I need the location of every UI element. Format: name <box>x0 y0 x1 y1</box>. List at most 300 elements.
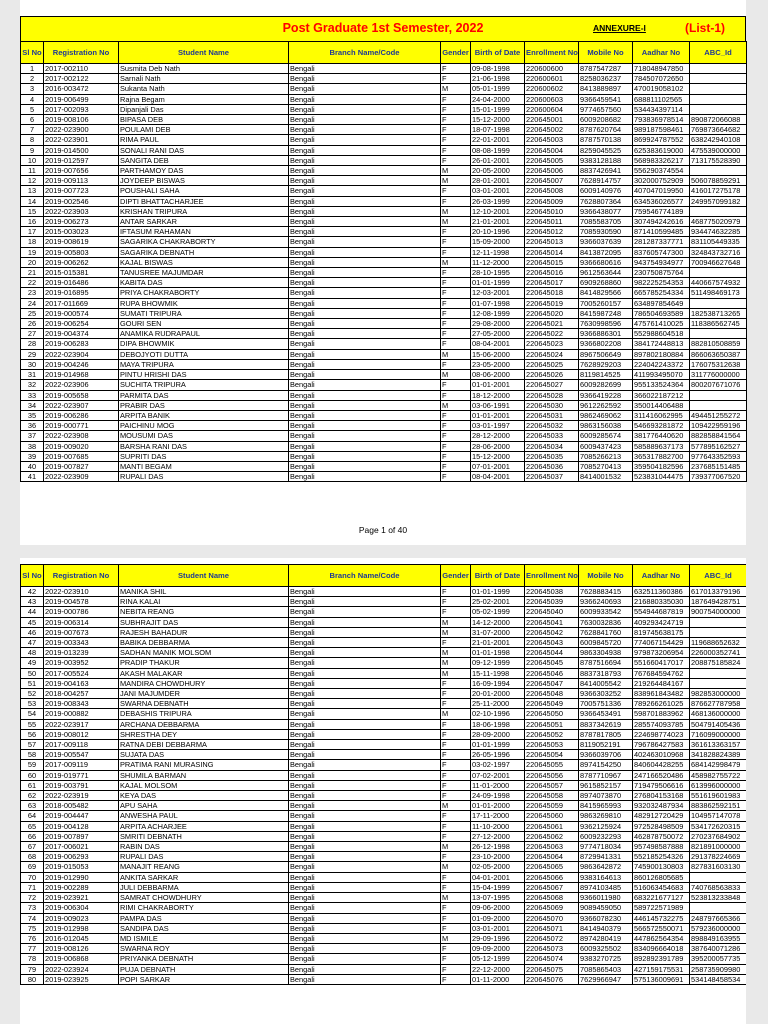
cell-branch-name: Bengali <box>289 431 441 441</box>
cell-gender: F <box>441 288 471 298</box>
cell-branch-name: Bengali <box>289 390 441 400</box>
cell-mobile-no: 6009208682 <box>579 115 633 125</box>
cell-branch-name: Bengali <box>289 135 441 145</box>
cell-sl-no: 46 <box>21 627 44 637</box>
cell-branch-name: Bengali <box>289 227 441 237</box>
cell-abc-id <box>690 390 747 400</box>
cell-birth-date: 29-09-1996 <box>471 933 525 943</box>
cell-enrollment-no: 220645025 <box>525 359 579 369</box>
cell-mobile-no: 7628914757 <box>579 176 633 186</box>
cell-branch-name: Bengali <box>289 186 441 196</box>
cell-aadhar-no: 568983326217 <box>633 155 690 165</box>
cell-gender: M <box>441 166 471 176</box>
cell-sl-no: 61 <box>21 780 44 790</box>
cell-gender: F <box>441 944 471 954</box>
cell-enrollment-no: 220645054 <box>525 750 579 760</box>
cell-birth-date: 02-05-2000 <box>471 862 525 872</box>
column-header-student-name: Student Name <box>119 565 289 587</box>
cell-sl-no: 9 <box>21 145 44 155</box>
cell-sl-no: 50 <box>21 668 44 678</box>
cell-sl-no: 40 <box>21 461 44 471</box>
cell-sl-no: 68 <box>21 852 44 862</box>
cell-gender: F <box>441 597 471 607</box>
table-row <box>21 678 747 688</box>
cell-aadhar-no: 634536026577 <box>633 196 690 206</box>
cell-abc-id: 237685151485 <box>690 461 747 471</box>
cell-aadhar-no: 943754934977 <box>633 257 690 267</box>
cell-abc-id: 475539000000 <box>690 145 747 155</box>
cell-aadhar-no: 523831044475 <box>633 472 690 482</box>
table-row <box>21 206 747 216</box>
cell-abc-id: 226000352741 <box>690 648 747 658</box>
cell-birth-date: 03-01-2001 <box>471 186 525 196</box>
cell-enrollment-no: 220645012 <box>525 227 579 237</box>
cell-enrollment-no: 220645063 <box>525 842 579 852</box>
cell-enrollment-no: 220645061 <box>525 821 579 831</box>
cell-aadhar-no: 546693281872 <box>633 421 690 431</box>
cell-registration-no: 2017-002110 <box>44 64 119 74</box>
cell-mobile-no: 8974073870 <box>579 791 633 801</box>
cell-mobile-no: 8414001532 <box>579 472 633 482</box>
cell-gender: M <box>441 648 471 658</box>
cell-sl-no: 25 <box>21 308 44 318</box>
cell-abc-id <box>690 627 747 637</box>
cell-birth-date: 01-01-2001 <box>471 410 525 420</box>
cell-mobile-no: 9366078230 <box>579 913 633 923</box>
cell-aadhar-no: 589722571989 <box>633 903 690 913</box>
cell-gender: F <box>441 913 471 923</box>
cell-student-name: PRIYA CHAKRABORTY <box>119 288 289 298</box>
cell-abc-id: 769873664682 <box>690 125 747 135</box>
cell-registration-no: 2019-008106 <box>44 115 119 125</box>
cell-branch-name: Bengali <box>289 872 441 882</box>
cell-registration-no: 2019-000771 <box>44 421 119 431</box>
cell-enrollment-no: 220645035 <box>525 451 579 461</box>
cell-sl-no: 62 <box>21 791 44 801</box>
cell-student-name: SUPRITI DAS <box>119 451 289 461</box>
cell-mobile-no: 6009437423 <box>579 441 633 451</box>
cell-mobile-no: 8967506649 <box>579 349 633 359</box>
cell-enrollment-no: 220645046 <box>525 668 579 678</box>
cell-student-name: PRABIR DAS <box>119 400 289 410</box>
cell-branch-name: Bengali <box>289 410 441 420</box>
cell-aadhar-no: 224698774023 <box>633 729 690 739</box>
cell-registration-no: 2022-023904 <box>44 349 119 359</box>
cell-aadhar-no: 566572550071 <box>633 923 690 933</box>
cell-student-name: MANTI BEGAM <box>119 461 289 471</box>
cell-sl-no: 43 <box>21 597 44 607</box>
cell-sl-no: 7 <box>21 125 44 135</box>
cell-student-name: PRADIP THAKUR <box>119 658 289 668</box>
table-row <box>21 913 747 923</box>
cell-enrollment-no: 220645022 <box>525 329 579 339</box>
cell-gender: M <box>441 176 471 186</box>
cell-registration-no: 2019-000882 <box>44 709 119 719</box>
cell-gender: F <box>441 719 471 729</box>
table-row <box>21 689 747 699</box>
column-header-branch-name: Branch Name/Code <box>289 565 441 587</box>
cell-branch-name: Bengali <box>289 740 441 750</box>
table-row <box>21 831 747 841</box>
cell-mobile-no: 6009325502 <box>579 944 633 954</box>
cell-registration-no: 2019-014968 <box>44 370 119 380</box>
page-2 <box>20 558 746 1024</box>
cell-enrollment-no: 220645018 <box>525 288 579 298</box>
cell-mobile-no: 9366011980 <box>579 893 633 903</box>
cell-student-name: BARSHA RANI DAS <box>119 441 289 451</box>
cell-registration-no: 2015-015381 <box>44 268 119 278</box>
cell-birth-date: 01-01-1999 <box>471 278 525 288</box>
cell-sl-no: 27 <box>21 329 44 339</box>
table-row <box>21 421 747 431</box>
cell-birth-date: 24-09-1998 <box>471 791 525 801</box>
cell-birth-date: 13-07-1995 <box>471 893 525 903</box>
cell-sl-no: 59 <box>21 760 44 770</box>
cell-registration-no: 2015-003023 <box>44 227 119 237</box>
cell-sl-no: 48 <box>21 648 44 658</box>
cell-registration-no: 2019-005803 <box>44 247 119 257</box>
table-row <box>21 862 747 872</box>
cell-gender: F <box>441 750 471 760</box>
cell-birth-date: 14-12-2000 <box>471 617 525 627</box>
cell-abc-id: 248797665366 <box>690 913 747 923</box>
cell-gender: M <box>441 862 471 872</box>
cell-gender: F <box>441 729 471 739</box>
cell-aadhar-no: 634897854649 <box>633 298 690 308</box>
cell-mobile-no: 7628883415 <box>579 587 633 597</box>
cell-enrollment-no: 220645055 <box>525 760 579 770</box>
cell-enrollment-no: 220645068 <box>525 893 579 903</box>
cell-mobile-no: 8729941331 <box>579 852 633 862</box>
cell-registration-no: 2019-006283 <box>44 339 119 349</box>
cell-enrollment-no: 220645028 <box>525 390 579 400</box>
cell-gender: M <box>441 370 471 380</box>
cell-gender: F <box>441 94 471 104</box>
cell-student-name: NEBITA REANG <box>119 607 289 617</box>
cell-birth-date: 08-06-2000 <box>471 370 525 380</box>
cell-enrollment-no: 220645001 <box>525 115 579 125</box>
cell-branch-name: Bengali <box>289 359 441 369</box>
cell-student-name: ARPITA ACHARJEE <box>119 821 289 831</box>
cell-sl-no: 17 <box>21 227 44 237</box>
cell-enrollment-no: 220645016 <box>525 268 579 278</box>
cell-registration-no: 2019-009023 <box>44 913 119 923</box>
cell-student-name: KAJAL MOLSOM <box>119 780 289 790</box>
table-row <box>21 166 747 176</box>
table-row <box>21 944 747 954</box>
column-header-gender: Gender <box>441 42 471 64</box>
cell-aadhar-no: 366022187212 <box>633 390 690 400</box>
cell-mobile-no: 7630998596 <box>579 319 633 329</box>
cell-gender: M <box>441 257 471 267</box>
cell-aadhar-no: 554944687819 <box>633 607 690 617</box>
cell-gender: M <box>441 801 471 811</box>
cell-enrollment-no: 220645039 <box>525 597 579 607</box>
cell-aadhar-no: 871410599485 <box>633 227 690 237</box>
cell-student-name: SWARNA DEBNATH <box>119 699 289 709</box>
cell-registration-no: 2019-006273 <box>44 217 119 227</box>
cell-abc-id: 118386562745 <box>690 319 747 329</box>
list-label: (List-1) <box>685 21 725 35</box>
cell-registration-no: 2022-023908 <box>44 431 119 441</box>
cell-student-name: JULI DEBBARMA <box>119 882 289 892</box>
cell-mobile-no: 9774718034 <box>579 842 633 852</box>
cell-branch-name: Bengali <box>289 842 441 852</box>
table-row <box>21 390 747 400</box>
cell-enrollment-no: 220645013 <box>525 237 579 247</box>
cell-birth-date: 28-12-2000 <box>471 431 525 441</box>
cell-birth-date: 08-08-1999 <box>471 145 525 155</box>
cell-student-name: ANAMIKA RUDRAPAUL <box>119 329 289 339</box>
cell-abc-id <box>690 400 747 410</box>
cell-aadhar-no: 892892391789 <box>633 954 690 964</box>
cell-registration-no: 2019-004163 <box>44 678 119 688</box>
cell-registration-no: 2019-006314 <box>44 617 119 627</box>
table-row <box>21 597 747 607</box>
cell-registration-no: 2019-007673 <box>44 627 119 637</box>
cell-sl-no: 13 <box>21 186 44 196</box>
cell-mobile-no: 6009285674 <box>579 431 633 441</box>
cell-sl-no: 28 <box>21 339 44 349</box>
table-row <box>21 410 747 420</box>
cell-student-name: PARTHAMOY DAS <box>119 166 289 176</box>
cell-mobile-no: 9366680616 <box>579 257 633 267</box>
cell-student-name: ANKITA SARKAR <box>119 872 289 882</box>
table-row <box>21 658 747 668</box>
cell-registration-no: 2019-007656 <box>44 166 119 176</box>
cell-registration-no: 2019-004128 <box>44 821 119 831</box>
cell-enrollment-no: 220645045 <box>525 658 579 668</box>
cell-enrollment-no: 220645033 <box>525 431 579 441</box>
cell-registration-no: 2017-009119 <box>44 760 119 770</box>
cell-mobile-no: 7628929203 <box>579 359 633 369</box>
table-row <box>21 801 747 811</box>
cell-registration-no: 2017-006021 <box>44 842 119 852</box>
cell-registration-no: 2016-012045 <box>44 933 119 943</box>
cell-mobile-no: 8787547287 <box>579 64 633 74</box>
cell-registration-no: 2019-006262 <box>44 257 119 267</box>
cell-branch-name: Bengali <box>289 257 441 267</box>
cell-branch-name: Bengali <box>289 648 441 658</box>
cell-branch-name: Bengali <box>289 913 441 923</box>
cell-branch-name: Bengali <box>289 770 441 780</box>
cell-aadhar-no: 447862564354 <box>633 933 690 943</box>
cell-sl-no: 36 <box>21 421 44 431</box>
cell-student-name: PINTU HRISHI DAS <box>119 370 289 380</box>
cell-enrollment-no: 220645066 <box>525 872 579 882</box>
cell-birth-date: 05-12-1999 <box>471 954 525 964</box>
page-footer: Page 1 of 40 <box>358 525 408 535</box>
cell-registration-no: 2019-005658 <box>44 390 119 400</box>
cell-student-name: SUCHITA TRIPURA <box>119 380 289 390</box>
cell-student-name: MANAJIT REANG <box>119 862 289 872</box>
cell-abc-id: 821891000000 <box>690 842 747 852</box>
cell-student-name: SWARNA ROY <box>119 944 289 954</box>
cell-enrollment-no: 220645051 <box>525 719 579 729</box>
table-body <box>21 64 747 482</box>
cell-registration-no: 2019-008126 <box>44 944 119 954</box>
cell-branch-name: Bengali <box>289 339 441 349</box>
cell-aadhar-no: 311416062995 <box>633 410 690 420</box>
cell-abc-id: 551619601983 <box>690 791 747 801</box>
cell-student-name: ARPITA BANIK <box>119 410 289 420</box>
cell-aadhar-no: 989187598461 <box>633 125 690 135</box>
cell-mobile-no: 8119814525 <box>579 370 633 380</box>
cell-student-name: RAJESH BAHADUR <box>119 627 289 637</box>
cell-mobile-no: 7629966947 <box>579 974 633 984</box>
cell-enrollment-no: 220645015 <box>525 257 579 267</box>
cell-branch-name: Bengali <box>289 923 441 933</box>
cell-sl-no: 44 <box>21 607 44 617</box>
column-header-student-name: Student Name <box>119 42 289 64</box>
cell-branch-name: Bengali <box>289 237 441 247</box>
cell-branch-name: Bengali <box>289 964 441 974</box>
cell-sl-no: 21 <box>21 268 44 278</box>
cell-aadhar-no: 575136009691 <box>633 974 690 984</box>
cell-student-name: Rajna Begam <box>119 94 289 104</box>
cell-registration-no: 2018-004257 <box>44 689 119 699</box>
cell-birth-date: 23-10-2000 <box>471 852 525 862</box>
cell-aadhar-no: 786504693589 <box>633 308 690 318</box>
cell-sl-no: 11 <box>21 166 44 176</box>
cell-enrollment-no: 220645037 <box>525 472 579 482</box>
cell-aadhar-no: 632511360386 <box>633 587 690 597</box>
cell-branch-name: Bengali <box>289 247 441 257</box>
cell-gender: F <box>441 125 471 135</box>
column-header-birth-date: Birth of Date <box>471 42 525 64</box>
cell-mobile-no: 8119052191 <box>579 740 633 750</box>
cell-abc-id <box>690 206 747 216</box>
cell-enrollment-no: 220645072 <box>525 933 579 943</box>
cell-aadhar-no: 955133524364 <box>633 380 690 390</box>
column-header-mobile-no: Mobile No <box>579 42 633 64</box>
cell-student-name: KAJAL BISWAS <box>119 257 289 267</box>
cell-branch-name: Bengali <box>289 760 441 770</box>
cell-enrollment-no: 220645049 <box>525 699 579 709</box>
table-row <box>21 954 747 964</box>
table-row <box>21 186 747 196</box>
cell-abc-id: 934474632285 <box>690 227 747 237</box>
cell-gender: F <box>441 740 471 750</box>
cell-student-name: Susmita Deb Nath <box>119 64 289 74</box>
cell-birth-date: 29-08-2000 <box>471 319 525 329</box>
cell-student-name: Sarnali Nath <box>119 74 289 84</box>
cell-mobile-no: 8974154250 <box>579 760 633 770</box>
cell-aadhar-no: 224042243372 <box>633 359 690 369</box>
cell-aadhar-no: 552185254326 <box>633 852 690 862</box>
cell-abc-id: 494451255272 <box>690 410 747 420</box>
cell-branch-name: Bengali <box>289 791 441 801</box>
cell-sl-no: 70 <box>21 872 44 882</box>
column-header-branch-name: Branch Name/Code <box>289 42 441 64</box>
cell-gender: M <box>441 627 471 637</box>
cell-birth-date: 01-01-2000 <box>471 801 525 811</box>
table-row <box>21 729 747 739</box>
cell-gender: F <box>441 852 471 862</box>
cell-aadhar-no: 381776440620 <box>633 431 690 441</box>
cell-registration-no: 2016-003472 <box>44 84 119 94</box>
cell-enrollment-no: 220645038 <box>525 587 579 597</box>
table-row <box>21 268 747 278</box>
cell-abc-id: 468775020979 <box>690 217 747 227</box>
cell-sl-no: 3 <box>21 84 44 94</box>
cell-branch-name: Bengali <box>289 587 441 597</box>
cell-aadhar-no: 979873206954 <box>633 648 690 658</box>
cell-sl-no: 5 <box>21 104 44 114</box>
cell-aadhar-no: 796786427583 <box>633 740 690 750</box>
cell-mobile-no: 8415965993 <box>579 801 633 811</box>
cell-branch-name: Bengali <box>289 597 441 607</box>
cell-student-name: MAYA TRIPURA <box>119 359 289 369</box>
cell-enrollment-no: 220645004 <box>525 145 579 155</box>
cell-branch-name: Bengali <box>289 400 441 410</box>
cell-student-name: PARMITA DAS <box>119 390 289 400</box>
cell-registration-no: 2019-009113 <box>44 176 119 186</box>
column-header-aadhar-no: Aadhar No <box>633 565 690 587</box>
cell-gender: F <box>441 964 471 974</box>
cell-registration-no: 2018-005482 <box>44 801 119 811</box>
table-row <box>21 176 747 186</box>
cell-birth-date: 07-02-2001 <box>471 770 525 780</box>
table-row <box>21 298 747 308</box>
cell-registration-no: 2022-023903 <box>44 206 119 216</box>
cell-registration-no: 2022-023907 <box>44 400 119 410</box>
cell-sl-no: 65 <box>21 821 44 831</box>
cell-branch-name: Bengali <box>289 370 441 380</box>
table-row <box>21 400 747 410</box>
cell-mobile-no: 8414005542 <box>579 678 633 688</box>
cell-sl-no: 41 <box>21 472 44 482</box>
cell-enrollment-no: 220645059 <box>525 801 579 811</box>
cell-gender: M <box>441 658 471 668</box>
cell-gender: F <box>441 64 471 74</box>
cell-sl-no: 34 <box>21 400 44 410</box>
cell-sl-no: 60 <box>21 770 44 780</box>
cell-branch-name: Bengali <box>289 319 441 329</box>
cell-gender: F <box>441 760 471 770</box>
cell-abc-id: 387640071286 <box>690 944 747 954</box>
cell-enrollment-no: 220645026 <box>525 370 579 380</box>
table-row <box>21 247 747 257</box>
cell-gender: F <box>441 359 471 369</box>
cell-enrollment-no: 220645017 <box>525 278 579 288</box>
cell-branch-name: Bengali <box>289 441 441 451</box>
cell-birth-date: 18-12-2000 <box>471 390 525 400</box>
cell-aadhar-no: 837605747300 <box>633 247 690 257</box>
cell-gender: M <box>441 217 471 227</box>
cell-student-name: MD ISMILE <box>119 933 289 943</box>
cell-birth-date: 21-01-2001 <box>471 217 525 227</box>
cell-branch-name: Bengali <box>289 811 441 821</box>
cell-enrollment-no: 220645042 <box>525 627 579 637</box>
cell-student-name: Dipanjali Das <box>119 104 289 114</box>
cell-aadhar-no: 230750875764 <box>633 268 690 278</box>
cell-gender: F <box>441 298 471 308</box>
cell-mobile-no: 8258036237 <box>579 74 633 84</box>
cell-birth-date: 28-01-2001 <box>471 176 525 186</box>
cell-branch-name: Bengali <box>289 94 441 104</box>
cell-birth-date: 08-04-2001 <box>471 472 525 482</box>
cell-registration-no: 2022-023900 <box>44 125 119 135</box>
cell-birth-date: 15-12-2000 <box>471 115 525 125</box>
cell-abc-id: 258735909980 <box>690 964 747 974</box>
cell-registration-no: 2019-000574 <box>44 308 119 318</box>
cell-enrollment-no: 220645076 <box>525 974 579 984</box>
cell-birth-date: 12-11-1998 <box>471 247 525 257</box>
cell-registration-no: 2019-008619 <box>44 237 119 247</box>
cell-registration-no: 2017-002122 <box>44 74 119 84</box>
table-row <box>21 882 747 892</box>
